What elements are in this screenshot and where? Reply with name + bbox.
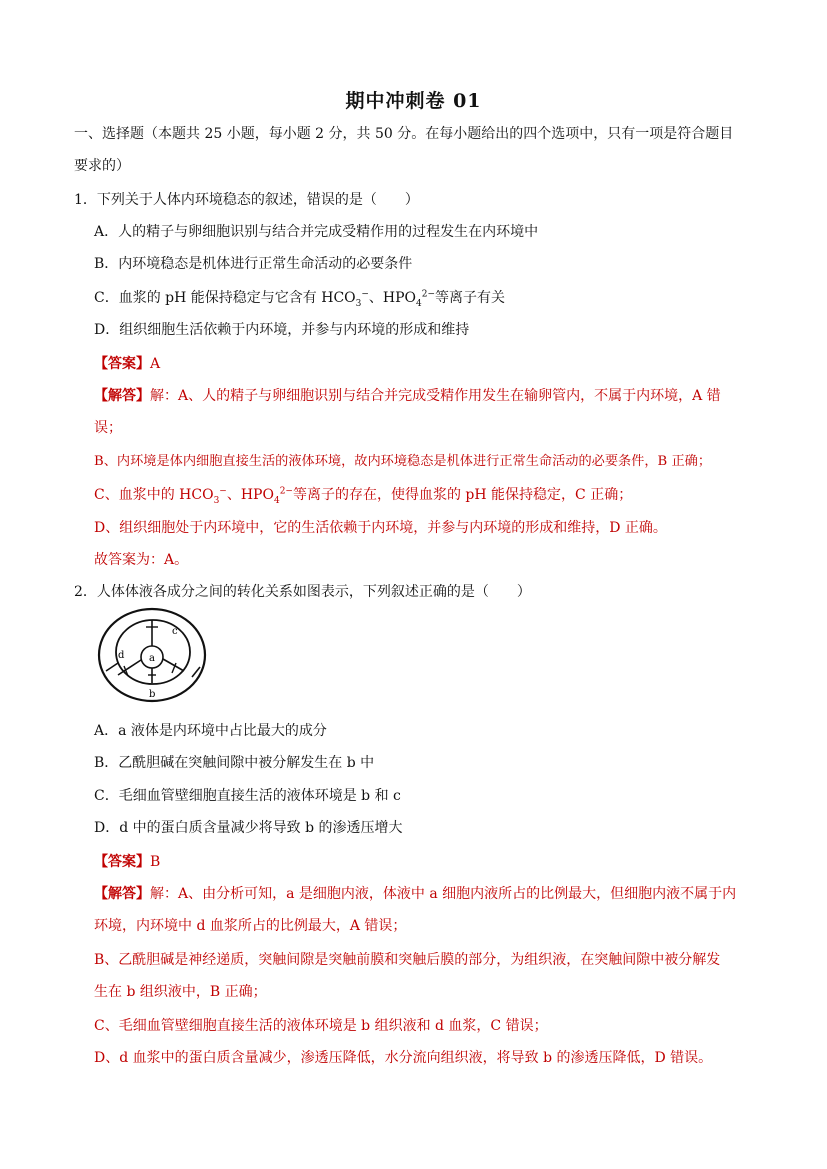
option-c-sub-2: 4 <box>416 298 422 309</box>
question-1-analysis-line-3: B、内环境是体内细胞直接生活的液体环境，故内环境稳态是机体进行正常生命活动的必要条件，B 正确； <box>94 454 712 469</box>
section-heading-line-1: 一、选择题（本题共 25 小题，每小题 2 分，共 50 分。在每小题给出的四个选项中，只有一项是符合题目 <box>74 126 734 142</box>
label-c: c <box>172 626 178 637</box>
analysis-c-sup-2: 2− <box>279 486 293 497</box>
option-c-sup-2: 2− <box>421 289 436 300</box>
question-1-answer <box>94 354 160 374</box>
question-2-stem: 2．人体体液各成分之间的转化关系如图表示，下列叙述正确的是（ ） <box>74 584 531 600</box>
question-2-analysis-line-3: B、乙酰胆碱是神经递质，突触间隙是突触前膜和突触后膜的部分，为组织液，在突触间隙中被分解发 <box>94 952 721 968</box>
option-c-text-1: C．血浆的 pH 能保持稳定与它含有 HCO <box>94 290 356 306</box>
option-c-sub-1: 3 <box>355 298 362 309</box>
question-1-stem: 1．下列关于人体内环境稳态的叙述，错误的是（ ） <box>74 192 419 208</box>
option-c-text-3: 等离子有关 <box>435 290 506 306</box>
option-c-sup-1: − <box>361 289 369 300</box>
label-d: d <box>118 650 125 661</box>
question-1-option-d: D．组织细胞生活依赖于内环境，并参与内环境的形成和维持 <box>94 322 470 338</box>
question-2-analysis-line-5: C、毛细血管壁细胞直接生活的液体环境是 b 组织液和 d 血浆，C 错误； <box>94 1018 548 1034</box>
body-fluid-diagram <box>96 605 208 705</box>
question-2-option-b: B．乙酰胆碱在突触间隙中被分解发生在 b 中 <box>94 755 375 771</box>
question-1-analysis-line-2: 误； <box>94 420 122 436</box>
question-2-analysis-line-4: 生在 b 组织液中，B 正确； <box>94 984 267 1000</box>
question-1-analysis-line-1 <box>94 386 721 406</box>
section-heading-line-2: 要求的） <box>74 158 130 174</box>
outer-arrow-left <box>106 663 118 671</box>
analysis-text: 解：A、人的精子与卵细胞识别与结合并完成受精作用发生在输卵管内，不属于内环境，A 错 <box>150 388 721 404</box>
analysis-c-sub-1: 3 <box>213 495 220 506</box>
analysis-c-sup-1: − <box>219 486 227 497</box>
question-1-analysis-line-4 <box>94 485 632 505</box>
analysis-c-text-3: 等离子的存在，使得血浆的 pH 能保持稳定，C 正确； <box>292 487 633 503</box>
question-2-analysis-line-1 <box>94 884 736 904</box>
analysis-c-text-1: C、血浆中的 HCO <box>94 487 214 503</box>
question-1-option-a: A．人的精子与卵细胞识别与结合并完成受精作用的过程发生在内环境中 <box>94 224 539 240</box>
page-title: 期中冲刺卷 01 <box>345 90 482 112</box>
question-2-option-d: D．d 中的蛋白质含量减少将导致 b 的渗透压增大 <box>94 820 403 836</box>
question-2-answer <box>94 852 160 872</box>
analysis-label: 【解答】 <box>94 886 150 902</box>
answer-label: 【答案】 <box>94 854 150 870</box>
answer-value: A <box>150 356 161 372</box>
option-c-text-2: 、HPO <box>368 290 417 306</box>
question-1-analysis-line-5: D、组织细胞处于内环境中，它的生活依赖于内环境，并参与内环境的形成和维持，D 正确。 <box>94 520 667 536</box>
analysis-label: 【解答】 <box>94 388 150 404</box>
question-2-analysis-line-2: 环境，内环境中 d 血浆所占的比例最大，A 错误； <box>94 918 407 934</box>
analysis-text: 解：A、由分析可知，a 是细胞内液，体液中 a 细胞内液所占的比例最大，但细胞内液不属于内 <box>150 886 737 902</box>
label-a: a <box>149 653 155 664</box>
label-b: b <box>149 689 156 700</box>
question-1-option-b: B．内环境稳态是机体进行正常生命活动的必要条件 <box>94 256 413 272</box>
analysis-c-sub-2: 4 <box>273 495 280 506</box>
analysis-c-text-2: 、HPO <box>226 487 274 503</box>
answer-value: B <box>150 854 161 870</box>
question-2-option-a: A．a 液体是内环境中占比最大的成分 <box>94 723 327 739</box>
question-1-option-c <box>94 288 505 308</box>
question-1-conclusion: 故答案为：A。 <box>94 552 189 568</box>
question-2-analysis-line-6: D、d 血浆中的蛋白质含量减少，渗透压降低，水分流向组织液，将导致 b 的渗透压降低，D 错误。 <box>94 1050 713 1066</box>
question-2-option-c: C．毛细血管壁细胞直接生活的液体环境是 b 和 c <box>94 788 401 804</box>
answer-label: 【答案】 <box>94 356 150 372</box>
